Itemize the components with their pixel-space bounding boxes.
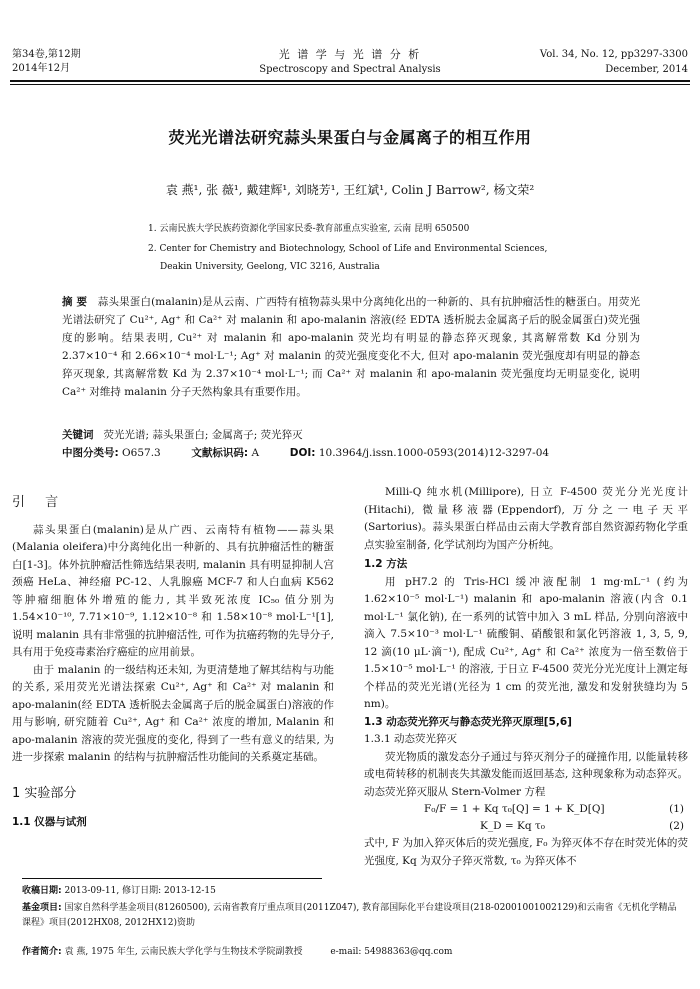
subsection-1-2: 1.2 方法	[364, 558, 408, 570]
journal-date-zh: 2014年12月	[12, 63, 71, 74]
subsection-1-3-1: 1.3.1 动态荧光猝灭	[364, 733, 458, 745]
author-email: e-mail: 54988363@qq.com	[330, 947, 453, 957]
equation-2-number: (2)	[669, 820, 684, 832]
experimental-heading: 1 实验部分	[12, 785, 77, 801]
keywords	[62, 427, 303, 443]
right-column	[364, 484, 688, 870]
author-bio-label: 作者简介:	[22, 947, 62, 957]
abstract	[62, 293, 640, 401]
left-column	[12, 494, 334, 832]
received-label: 收稿日期:	[22, 886, 62, 896]
subsection-1-3: 1.3 动态荧光猝灭与静态荧光猝灭原理[5,6]	[364, 715, 572, 728]
equation-1	[364, 801, 688, 818]
doc-code-value: A	[251, 447, 260, 459]
after-equation-paragraph: 式中, F 为加入猝灭体后的荧光强度, F₀ 为猝灭体不存在时荧光体的荧光强度, Kq 为双分子猝灭常数, τ₀ 为猝灭体不	[364, 837, 688, 867]
intro-heading: 引 言	[12, 495, 67, 510]
journal-volume-en: Vol. 34, No. 12, pp3297-3300	[539, 49, 688, 60]
journal-volume-zh: 第34卷,第12期	[12, 49, 81, 60]
abstract-text: 蒜头果蛋白(malanin)是从云南、广西特有植物蒜头果中分离纯化出的一种新的、具有抗肿瘤活性的糖蛋白。用荧光光谱法研究了 Cu²⁺, Ag⁺ 和 Ca²⁺ 对 malanin 和 apo-malanin 溶液(经 EDTA 透析脱去金属离子后的脱金属蛋白)荧光强度的影响。结果表明, Cu²⁺ 对 malanin 和 apo-malanin 荧光均有明显的静态猝灭现象, 其离解常数 Kd 分别为 2.37×10⁻⁴ 和 2.66×10⁻⁴ mol·L⁻¹; Ag⁺ 对 malanin 的荧光强度变化不大, 但对 apo-malanin 荧光强度却有明显的静态猝灭现象, 其离解常数 Kd 为 2.37×10⁻⁴ mol·L⁻¹; 而 Ca²⁺ 对 malanin 和 apo-malanin 荧光强度均无明显变化, 说明 Ca²⁺ 对维持 malanin 分子天然构象具有重要作用。	[62, 296, 640, 398]
doi-value: 10.3964/j.issn.1000-0593(2014)12-3297-04	[318, 447, 550, 459]
journal-name-en: Spectroscopy and Spectral Analysis	[259, 64, 441, 75]
clc-label: 中图分类号:	[62, 447, 119, 459]
journal-name-zh: 光 谱 学 与 光 谱 分 析	[278, 48, 422, 61]
author-list: 袁 燕¹, 张 薇¹, 戴建辉¹, 刘晓芳¹, 王红斌¹, Colin J Barrow², 杨文荣²	[165, 183, 535, 197]
affiliation-2-cont: Deakin University, Geelong, VIC 3216, Australia	[160, 262, 380, 272]
header-rule-thin	[10, 84, 690, 85]
footnote-received	[22, 884, 682, 899]
affiliation-2: 2. Center for Chemistry and Biotechnology, School of Life and Environmental Sciences,	[148, 244, 548, 254]
author-bio: 袁 燕, 1975 年生, 云南民族大学化学与生物技术学院副教授	[64, 947, 303, 957]
equation-2	[364, 818, 688, 835]
paper-title: 荧光光谱法研究蒜头果蛋白与金属离子的相互作用	[168, 128, 532, 147]
received-dates: 2013-09-11, 修订日期: 2013-12-15	[64, 886, 216, 896]
footnote-fund	[22, 901, 682, 931]
header-rule	[10, 80, 690, 82]
footnote-rule	[22, 878, 322, 879]
fund-label: 基金项目:	[22, 903, 62, 913]
abstract-label: 摘 要	[62, 296, 88, 308]
keywords-text: 荧光光谱; 蒜头果蛋白; 金属离子; 荧光猝灭	[103, 429, 303, 441]
intro-paragraph-2: 由于 malanin 的一级结构还未知, 为更清楚地了解其结构与功能的关系, 采用荧光光谱法探索 Cu²⁺, Ag⁺ 和 Ca²⁺ 对 malanin 和 apo-malanin(经 EDTA 透析脱去金属离子后的脱金属蛋白)溶液的作用与影响, 研究随着 Cu²⁺, Ag⁺ 和 Ca²⁺ 浓度的增加, Malanin 和 apo-malanin 溶液的荧光强度的变化, 得到了一些有意义的结果, 为进一步探索 malanin 的结构与抗肿瘤活性功能间的关系奠定基础。	[12, 663, 334, 763]
subsection-1-1: 1.1 仪器与试剂	[12, 816, 87, 828]
classification-line	[62, 445, 549, 461]
doc-code-label: 文献标识码:	[191, 447, 249, 459]
doi-label: DOI:	[289, 447, 316, 459]
method-paragraph: 用 pH7.2 的 Tris-HCl 缓冲液配制 1 mg·mL⁻¹ (约为 1.62×10⁻⁵ mol·L⁻¹) malanin 和 apo-malanin 溶液(内含 0.1 mol·L⁻¹ 氯化钠), 在一系列的试管中加入 3 mL 样品, 分别向溶液中滴入 7.5×10⁻³ mol·L⁻¹ 硫酸铜、硝酸银和氯化钙溶液 1, 3, 5, 9, 12 滴(10 μL·滴⁻¹), 配成 Cu²⁺, Ag⁺ 和 Ca²⁺ 浓度为一倍至数倍于 1.5×10⁻⁵ mol·L⁻¹ 的溶液, 于日立 F-4500 荧光分光光度计上测定每个样品的荧光光谱(光径为 1 cm 的荧光池, 激发和发射狭缝均为 5 nm)。	[364, 575, 688, 710]
keywords-label: 关键词	[62, 429, 94, 441]
equation-1-body: F₀/F = 1 + Kq τ₀[Q] = 1 + K_D[Q]	[424, 803, 605, 815]
affiliation-1: 1. 云南民族大学民族药资源化学国家民委-教育部重点实验室, 云南 昆明 650500	[148, 224, 470, 234]
dynamic-quench-paragraph: 荧光物质的激发态分子通过与猝灭剂分子的碰撞作用, 以能量转移或电荷转移的机制丧失其激发能而返回基态, 这种现象称为动态猝灭。动态荧光猝灭服从 Stern-Volmer 方程	[364, 750, 688, 798]
intro-paragraph-1: 蒜头果蛋白(malanin)是从广西、云南特有植物——蒜头果(Malania oleifera)中分离纯化出一种新的、具有抗肿瘤活性的糖蛋白[1-3]。体外抗肿瘤活性筛选结果表明, malanin 具有明显抑制人宫颈癌 HeLa、神经瘤 PC-12、人乳腺癌 MCF-7 和人白血病 K562 等肿瘤细胞体外增殖的能力, 其半致死浓度 IC₅₀ 值分别为 1.54×10⁻¹⁰, 7.71×10⁻⁹, 1.12×10⁻⁸ 和 1.58×10⁻⁸ mol·L⁻¹[1], 说明 malanin 具有非常强的抗肿瘤活性, 可作为抗癌药物的先导分子, 具有用于免疫毒素治疗癌症的应用前景。	[12, 523, 334, 658]
fund-text: 国家自然科学基金项目(81260500), 云南省教育厅重点项目(2011Z047), 教育部国际化平台建设项目(218-02001001002129)和云南省《无机化学精品课程》项目(2012HX08, 2012HX12)资助	[22, 903, 677, 928]
instruments-paragraph: Milli-Q 纯水机(Millipore), 日立 F-4500 荧光分光光度计(Hitachi), 微量移液器(Eppendorf), 万分之一电子天平(Sartorius)。蒜头果蛋白样品由云南大学教育部自然资源药物化学重点实验室制备, 化学试剂均为国产分析纯。	[364, 486, 688, 551]
equation-1-number: (1)	[669, 803, 684, 815]
journal-date-en: December, 2014	[605, 64, 688, 75]
clc-value: O657.3	[122, 447, 161, 459]
equation-2-body: K_D = Kq τ₀	[480, 820, 545, 832]
footnote-author	[22, 945, 682, 960]
